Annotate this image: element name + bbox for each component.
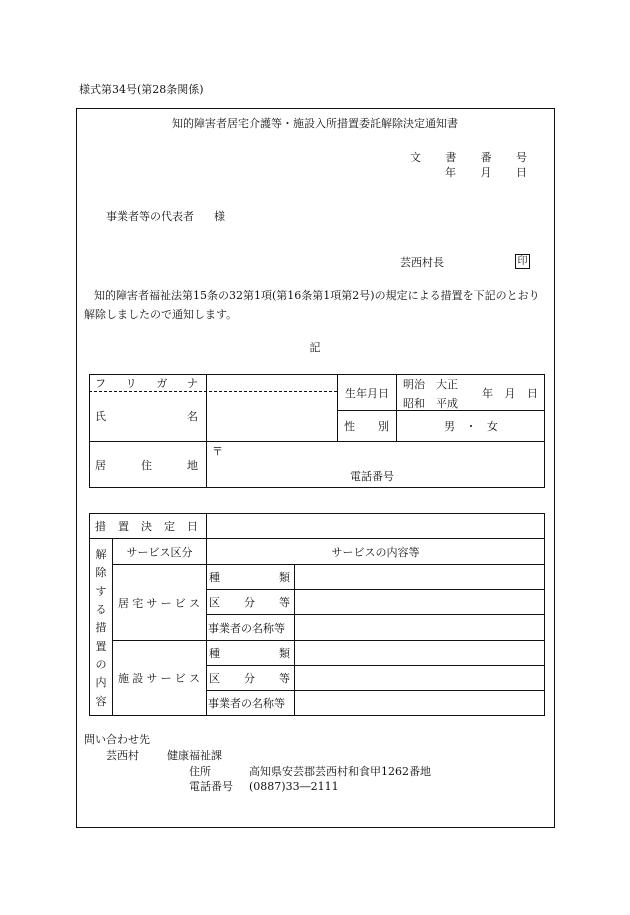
char: 施 [118,672,129,685]
char: 日 [516,166,527,179]
char: 年 [482,387,493,400]
sex-label [344,411,389,441]
facility-service-label [118,641,200,715]
char: る [95,603,107,617]
char: 区 [209,596,220,609]
char: 解 [95,548,107,562]
addressee [106,211,225,222]
char: ナ [186,377,198,390]
char: 決 [141,520,152,533]
document-title: 知的障害者居宅介護等・施設入所措置委託解除決定通知書 [172,117,458,130]
rule [206,374,207,488]
char: 区 [209,672,220,685]
contact-address: 高知県安芸郡芸西村和食甲1262番地 [249,765,431,778]
cancelled-measure-label [90,545,112,710]
char: ガ [156,377,168,390]
char: 番 [480,151,492,164]
division-label [209,666,290,690]
service-category-header: サービス区分 [126,545,193,559]
char: ー [160,596,172,610]
rule [89,374,90,488]
char: 除 [95,566,107,580]
service-content-header: サービスの内容等 [331,545,420,559]
char: 名 [187,410,198,423]
char: 住 [141,458,152,472]
contact-phone-label: 電話番号 [189,780,233,793]
char: 類 [279,647,290,660]
era-showa-heisei: 昭和 平成 [403,397,458,410]
rule [89,715,545,716]
contact-department: 健康福祉課 [167,749,222,762]
char: 日 [187,520,198,533]
char: 類 [279,571,290,584]
char: 宅 [132,596,144,610]
addressee-name: 事業者等の代表者 [106,210,194,223]
rule [544,513,545,716]
char: 種 [209,647,220,660]
char: 日 [527,387,538,400]
seal-stamp: 印 [515,254,530,269]
char: 種 [209,571,220,584]
char: 定 [164,520,175,533]
option-male: 男 [444,420,455,433]
char: ス [188,672,200,685]
date-line [445,167,527,178]
char: サ [146,672,158,685]
char: 地 [187,458,198,472]
postal-mark: 〒 [212,445,223,458]
decision-date-label [95,514,198,538]
provider-name-label: 事業者の名称等 [208,621,285,635]
char: 等 [279,596,290,609]
rule [396,374,397,442]
document-number-label [410,152,527,163]
char: 措 [95,520,106,533]
issuer-title: 芸西村長 [400,256,444,269]
char: 内 [95,676,107,690]
char: ビ [174,672,186,685]
char: ー [160,672,172,685]
birthdate-label: 生年月日 [345,386,389,400]
char: 居 [118,596,129,610]
rule [112,538,113,716]
char: 性 [344,420,355,433]
char: 書 [445,151,457,164]
char: 別 [378,420,389,433]
char: の [95,658,107,672]
kind-label [209,641,290,665]
contact-address-label: 住所 [189,765,211,778]
char: 号 [515,151,527,164]
rule [89,487,545,488]
char: す [95,584,107,598]
char: 設 [132,672,144,685]
rule [294,564,295,716]
contact-heading: 問い合わせ先 [84,733,150,746]
char: ス [188,596,200,610]
contact-phone: (0887)33―2111 [249,780,339,793]
char: 月 [480,166,492,179]
char: フ [95,377,106,390]
separator: ・ [465,420,477,433]
division-label [209,590,290,614]
char: 月 [504,387,516,400]
char: 等 [279,672,290,685]
contact-village: 芸西村 [106,749,139,762]
phone-label: 電話番号 [350,470,394,483]
home-service-label [118,565,200,640]
birthdate-chars [482,388,538,399]
address-label [95,442,198,487]
char: 容 [95,694,107,708]
char: 年 [445,166,456,179]
era-meiji-taisho: 明治 大正 [403,378,458,391]
char: 分 [244,672,255,685]
kind-label [209,565,290,589]
option-female: 女 [487,420,498,433]
char: 置 [95,639,107,653]
body-text: 知的障害者福祉法第15条の32第1項(第16条第1項第2号)の規定による措置を下記のとおり解除しましたので通知します。 [84,289,540,321]
honorific: 様 [214,210,225,223]
char: 分 [244,596,255,609]
char: リ [125,377,137,390]
rule [544,374,545,488]
char: 居 [95,458,106,472]
char: 氏 [95,410,106,423]
provider-name-label: 事業者の名称等 [208,697,285,710]
char: 文 [410,151,421,164]
furigana-label [95,375,198,391]
char: サ [146,596,158,610]
name-label [95,405,198,427]
char: 置 [118,520,129,533]
ki-marker: 記 [309,341,321,354]
sex-options [444,411,498,441]
dashed-rule [89,391,337,392]
char: ビ [174,596,186,610]
form-label: 様式第34号(第28条関係) [79,83,204,96]
char: 措 [95,621,107,635]
